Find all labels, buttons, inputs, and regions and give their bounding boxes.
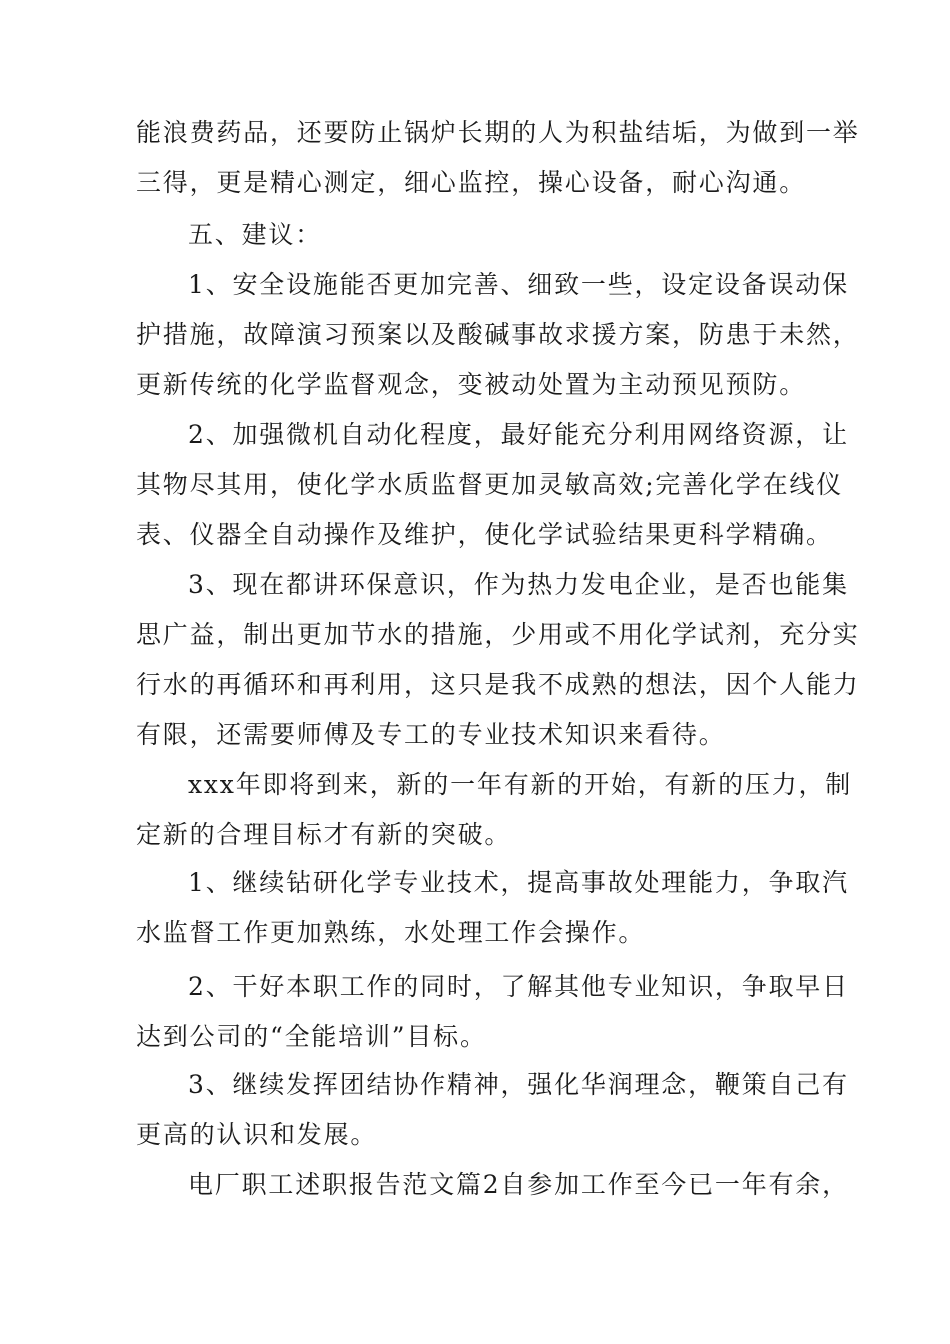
text-line: 达到公司的“全能培训”目标。 (136, 1022, 487, 1051)
text-line: 3、现在都讲环保意识，作为热力发电企业，是否也能集 (188, 570, 849, 599)
text-line: 3、继续发挥团结协作精神，强化华润理念，鞭策自己有 (188, 1070, 849, 1099)
text-line: 更新传统的化学监督观念，变被动处置为主动预见预防。 (136, 370, 807, 399)
text-line: 1、安全设施能否更加完善、细致一些，设定设备误动保 (188, 270, 849, 299)
text-line: 行水的再循环和再利用，这只是我不成熟的想法，因个人能力 (136, 670, 860, 699)
text-line: 水监督工作更加熟练，水处理工作会操作。 (136, 918, 646, 947)
text-line: 思广益，制出更加节水的措施，少用或不用化学试剂，充分实 (136, 620, 860, 649)
text-line: 其物尽其用，使化学水质监督更加灵敏高效;完善化学在线仪 (136, 470, 844, 499)
text-line: 2、干好本职工作的同时，了解其他专业知识，争取早日 (188, 972, 849, 1001)
text-line: 2、加强微机自动化程度，最好能充分利用网络资源，让 (188, 420, 849, 449)
text-line: 护措施，故障演习预案以及酸碱事故求援方案，防患于未然， (136, 320, 860, 349)
text-line: 电厂职工述职报告范文篇2自参加工作至今已一年有余， (188, 1170, 849, 1199)
text-line: 1、继续钻研化学专业技术，提高事故处理能力，争取汽 (188, 868, 849, 897)
text-line: 有限，还需要师傅及专工的专业技术知识来看待。 (136, 720, 726, 749)
text-line: 能浪费药品，还要防止锅炉长期的人为积盐结垢，为做到一举 (136, 118, 860, 147)
text-line: 表、仪器全自动操作及维护，使化学试验结果更科学精确。 (136, 520, 833, 549)
text-line: 三得，更是精心测定，细心监控，操心设备，耐心沟通。 (136, 168, 807, 197)
section-heading: 五、建议： (188, 220, 323, 249)
text-line: 定新的合理目标才有新的突破。 (136, 820, 512, 849)
text-line: 更高的认识和发展。 (136, 1120, 378, 1149)
text-line: xxx年即将到来，新的一年有新的开始，有新的压力，制 (188, 770, 853, 799)
